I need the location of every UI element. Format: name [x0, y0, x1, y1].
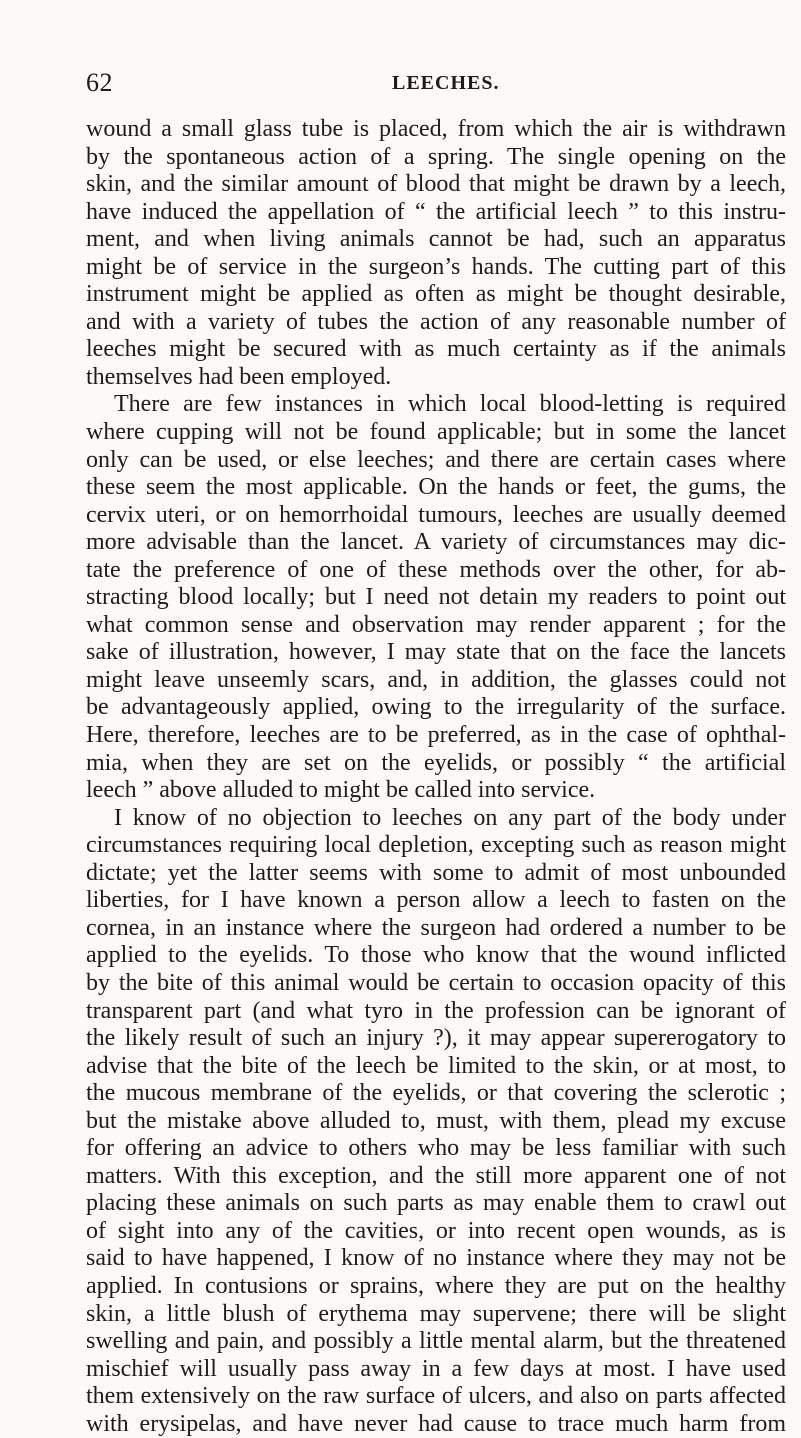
text-line: sake of illustration, however, I may state that on the face the lancets	[86, 639, 786, 666]
text-line: cervix uteri, or on hemorrhoidal tumours, leeches are usually deemed	[86, 501, 786, 528]
text-line: these seem the most applicable. On the hands or feet, the gums, the	[86, 474, 786, 501]
text-line: them extensively on the raw surface of ulcers, and also on parts affected	[86, 1383, 786, 1410]
text-line: said to have happened, I know of no instance where they may not be	[86, 1245, 786, 1272]
text-line: only can be used, or else leeches; and there are certain cases where	[86, 446, 786, 473]
text-line: dictate; yet the latter seems with some to admit of most unbounded	[86, 859, 786, 886]
text-line: themselves had been employed.	[86, 363, 392, 390]
text-line: where cupping will not be found applicable; but in some the lancet	[86, 419, 786, 446]
text-line: ment, and when living animals cannot be had, such an apparatus	[86, 226, 786, 253]
running-title: LEECHES.	[392, 72, 500, 94]
text-line: the mucous membrane of the eyelids, or that covering the sclerotic ;	[86, 1080, 786, 1107]
page-header	[86, 68, 786, 108]
text-line: swelling and pain, and possibly a little mental alarm, but the threatened	[86, 1328, 786, 1355]
text-line: for offering an advice to others who may be less familiar with such	[86, 1135, 786, 1162]
text-line: transparent part (and what tyro in the profession can be ignorant of	[86, 997, 786, 1024]
text-line: matters. With this exception, and the still more apparent one of not	[86, 1162, 786, 1189]
text-line: placing these animals on such parts as may enable them to crawl out	[86, 1190, 786, 1217]
body-text	[86, 116, 786, 1438]
text-line: but the mistake above alluded to, must, with them, plead my excuse	[86, 1107, 786, 1134]
text-line: of sight into any of the cavities, or into recent open wounds, as is	[86, 1217, 786, 1244]
text-line: more advisable than the lancet. A variety of circumstances may dic-	[86, 529, 786, 556]
text-line: mischief will usually pass away in a few days at most. I have used	[86, 1355, 786, 1382]
text-line: I know of no objection to leeches on any part of the body under	[114, 804, 786, 831]
text-line: instrument might be applied as often as might be thought desirable,	[86, 281, 786, 308]
text-line: leech ” above alluded to might be called into service.	[86, 777, 596, 804]
text-line: might be of service in the surgeon’s hands. The cutting part of this	[86, 253, 786, 280]
text-line: what common sense and observation may render apparent ; for the	[86, 611, 786, 638]
text-line: cornea, in an instance where the surgeon had ordered a number to be	[86, 914, 786, 941]
text-line: mia, when they are set on the eyelids, or possibly “ the artificial	[86, 749, 786, 776]
text-line: applied. In contusions or sprains, where they are put on the healthy	[86, 1272, 786, 1299]
text-line: might leave unseemly scars, and, in addition, the glasses could not	[86, 666, 786, 693]
text-line: with erysipelas, and have never had cause to trace much harm from	[86, 1410, 786, 1437]
text-line: liberties, for I have known a person allow a leech to fasten on the	[86, 887, 786, 914]
text-line: circumstances requiring local depletion, excepting such as reason might	[86, 832, 786, 859]
text-line: advise that the bite of the leech be limited to the skin, or at most, to	[86, 1052, 786, 1079]
text-line: the likely result of such an injury ?), it may appear supererogatory to	[86, 1025, 786, 1052]
text-line: have induced the appellation of “ the artificial leech ” to this instru-	[86, 198, 786, 225]
text-line: Here, therefore, leeches are to be preferred, as in the case of ophthal-	[86, 722, 786, 749]
text-line: be advantageously applied, owing to the irregularity of the surface.	[86, 694, 786, 721]
text-line: skin, and the similar amount of blood that might be drawn by a leech,	[86, 171, 786, 198]
text-line: stracting blood locally; but I need not detain my readers to point out	[86, 584, 786, 611]
text-line: and with a variety of tubes the action of any reasonable number of	[86, 308, 786, 335]
text-line: tate the preference of one of these methods over the other, for ab-	[86, 556, 786, 583]
text-line: skin, a little blush of erythema may supervene; there will be slight	[86, 1300, 786, 1327]
text-line: There are few instances in which local blood-letting is required	[114, 391, 786, 418]
text-line: by the bite of this animal would be certain to occasion opacity of this	[86, 969, 786, 996]
page-number: 62	[86, 68, 113, 97]
text-line: wound a small glass tube is placed, from which the air is withdrawn	[86, 116, 786, 142]
text-line: leeches might be secured with as much certainty as if the animals	[86, 336, 786, 363]
text-line: by the spontaneous action of a spring. The single opening on the	[86, 143, 786, 170]
text-line: applied to the eyelids. To those who know that the wound inflicted	[86, 942, 786, 969]
